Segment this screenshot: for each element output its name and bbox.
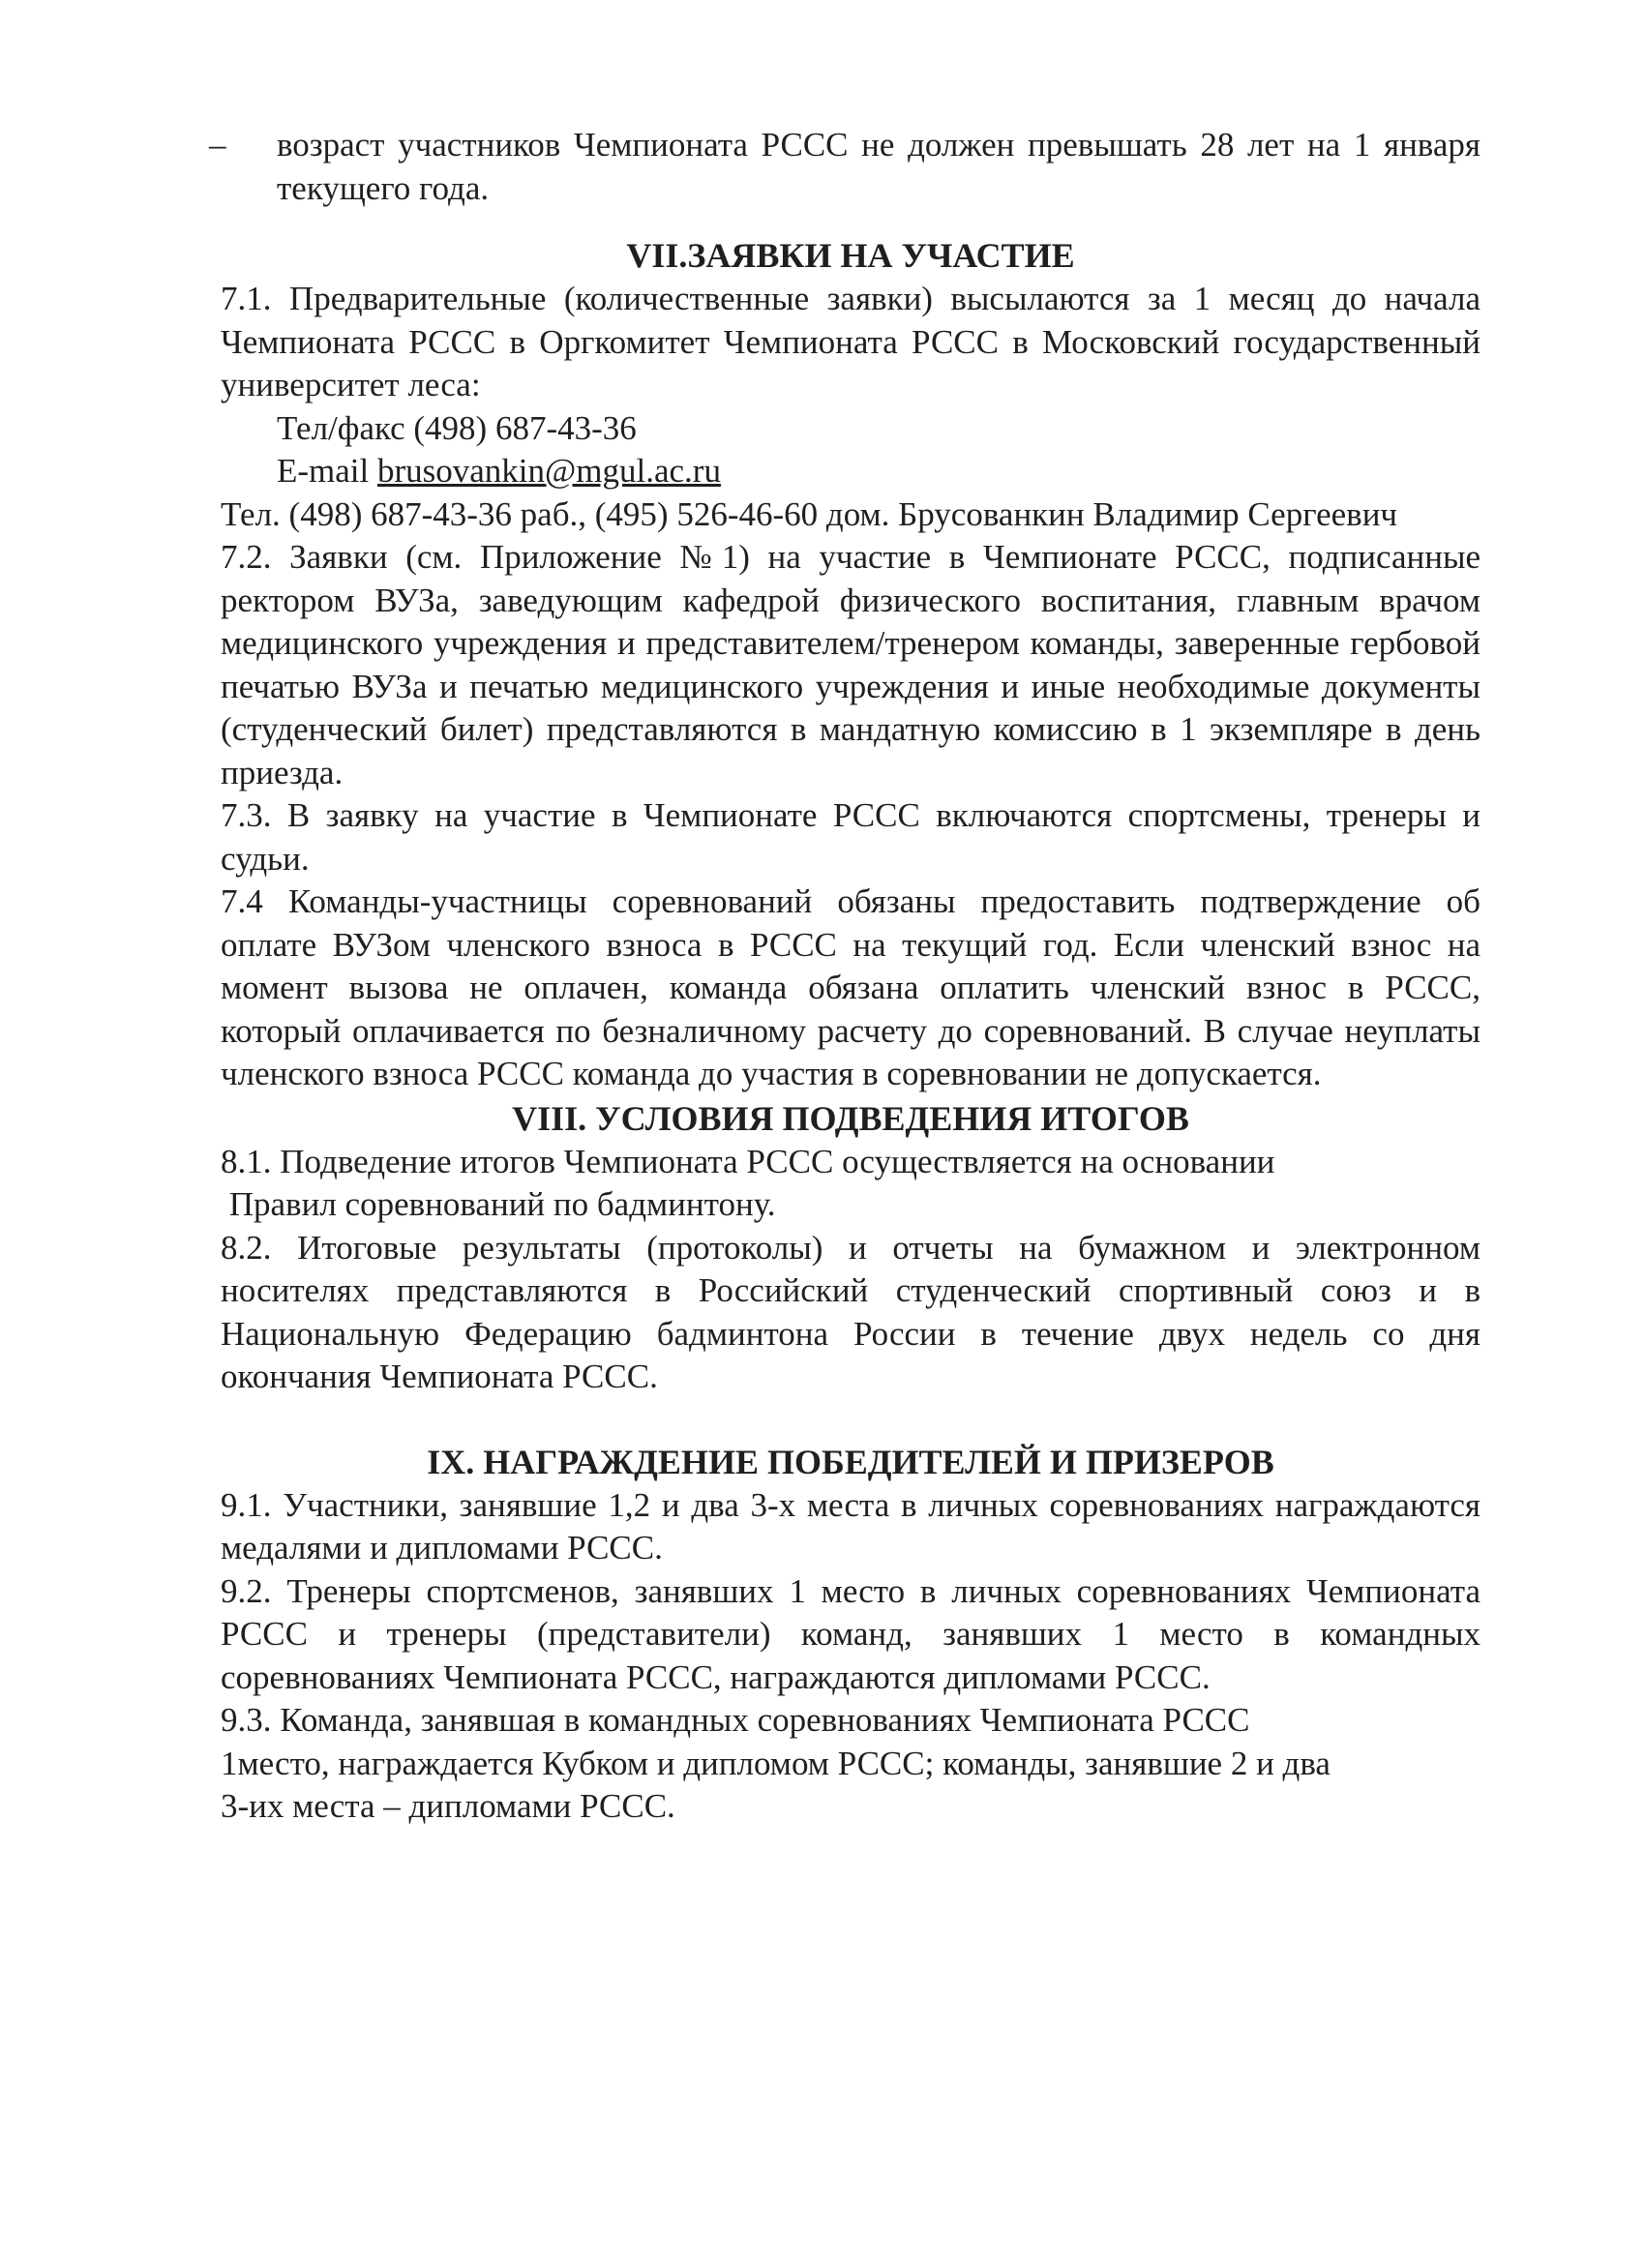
bullet-text: возраст участников Чемпионата РССС не должен превышать 28 лет на 1 января текущего года. bbox=[277, 126, 1480, 207]
paragraph-7-2: 7.2. Заявки (см. Приложение №1) на участие в Чемпионате РССС, подписанные ректором ВУЗа, заведующим кафедрой физического воспитания, главным врачом медицинского учреждения и представителем/тренером команды, заверенные гербовой печатью ВУЗа и печатью медицинского учреждения и иные необходимые документы (студенческий билет) представляются в мандатную комиссию в 1 экземпляре в день приезда. bbox=[221, 538, 1480, 791]
paragraph-9-3-line-3: 3-их места – дипломами РССС. bbox=[221, 1787, 675, 1825]
paragraph-8-1-line-1: 8.1. Подведение итогов Чемпионата РССС осуществляется на основании bbox=[221, 1142, 1275, 1180]
document-page bbox=[209, 124, 1480, 1829]
paragraph-9-3-line-2: 1место, награждается Кубком и дипломом РССС; команды, занявшие 2 и два bbox=[221, 1744, 1331, 1782]
section-9-heading: IX. НАГРАЖДЕНИЕ ПОБЕДИТЕЛЕЙ И ПРИЗЕРОВ bbox=[427, 1442, 1274, 1481]
phone-fax-line: Тел/факс (498) 687-43-36 bbox=[277, 408, 637, 447]
paragraph-9-2: 9.2. Тренеры спортсменов, занявших 1 место в личных соревнованиях Чемпионата РССС и тренеры (представители) команд, занявших 1 место в командных соревнованиях Чемпионата РССС, награждаются дипломами РССС. bbox=[221, 1571, 1480, 1696]
email-link[interactable]: brusovankin@mgul.ac.ru bbox=[377, 452, 721, 490]
email-label: E-mail bbox=[277, 452, 377, 490]
paragraph-7-4: 7.4 Команды-участницы соревнований обязаны предоставить подтверждение об оплате ВУЗом членского взноса в РССС на текущий год. Если членский взнос на момент вызова не оплачен, команда обязана оплатить членский взнос в РССС, который оплачивается по безналичному расчету до соревнований. В случае неуплаты членского взноса РССС команда до участия в соревновании не допускается. bbox=[221, 882, 1480, 1092]
bullet-age-limit bbox=[163, 124, 1480, 210]
contact-line: Тел. (498) 687-43-36 раб., (495) 526-46-60 дом. Брусованкин Владимир Сергеевич bbox=[221, 494, 1398, 533]
paragraph-8-2: 8.2. Итоговые результаты (протоколы) и отчеты на бумажном и электронном носителях представляются в Российский студенческий спортивный союз и в Национальную Федерацию бадминтона России в течение двух недель со дня окончания Чемпионата РССС. bbox=[221, 1228, 1480, 1395]
paragraph-8-1-line-2: Правил соревнований по бадминтону. bbox=[221, 1185, 776, 1223]
section-8-heading: VIII. УСЛОВИЯ ПОДВЕДЕНИЯ ИТОГОВ bbox=[512, 1098, 1189, 1138]
email-line bbox=[221, 450, 1480, 493]
bullet-dash: – bbox=[209, 126, 226, 164]
paragraph-7-3: 7.3. В заявку на участие в Чемпионате РССС включаются спортсмены, тренеры и судьи. bbox=[221, 796, 1480, 878]
paragraph-9-1: 9.1. Участники, занявшие 1,2 и два 3-х места в личных соревнованиях награждаются медалями и дипломами РССС. bbox=[221, 1485, 1480, 1567]
paragraph-7-1: 7.1. Предварительные (количественные заявки) высылаются за 1 месяц до начала Чемпионата РССС в Оргкомитет Чемпионата РССС в Московский государственный университет леса: bbox=[221, 280, 1480, 403]
paragraph-9-3-line-1: 9.3. Команда, занявшая в командных соревнованиях Чемпионата РССС bbox=[221, 1701, 1250, 1739]
section-7-heading: VII.ЗАЯВКИ НА УЧАСТИЕ bbox=[626, 236, 1075, 275]
